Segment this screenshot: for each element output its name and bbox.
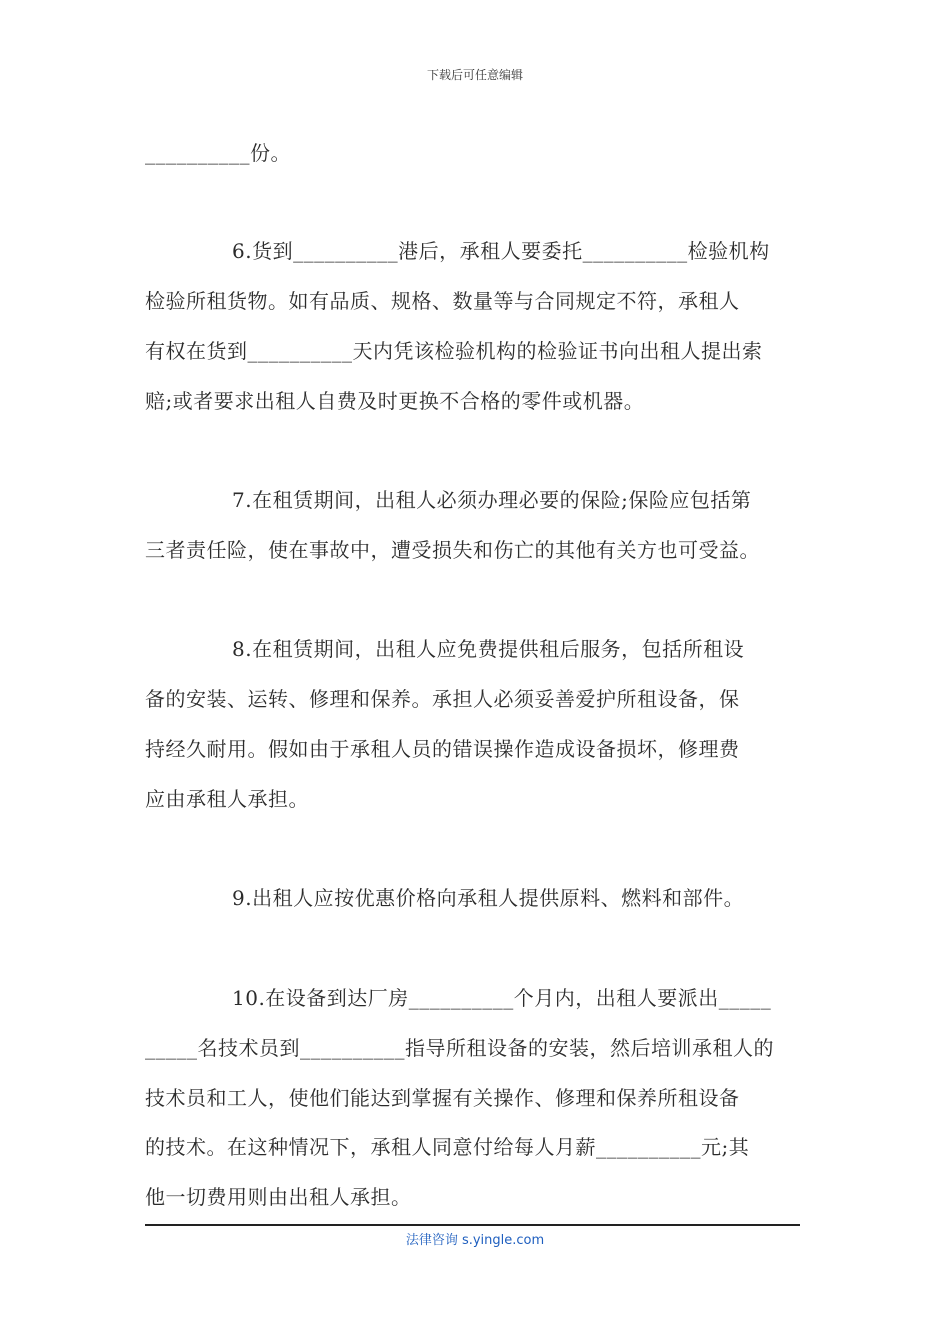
paragraph-9-line-1: 9.出租人应按优惠价格向承租人提供原料、燃料和部件。	[232, 886, 745, 910]
paragraph-10-line-4: 的技术。在这种情况下，承租人同意付给每人月薪__________元;其	[145, 1135, 750, 1159]
paragraph-6-line-3: 有权在货到__________天内凭该检验机构的检验证书向出租人提出索	[145, 339, 763, 363]
paragraph-5-tail-line-1: __________份。	[145, 141, 291, 165]
footer-divider	[145, 1224, 800, 1226]
paragraph-10-line-2: _____名技术员到__________指导所租设备的安装，然后培训承租人的	[145, 1036, 774, 1060]
paragraph-8-line-2: 备的安装、运转、修理和保养。承担人必须妥善爱护所租设备，保	[145, 687, 740, 711]
paragraph-10-line-5: 他一切费用则由出租人承担。	[145, 1185, 412, 1209]
paragraph-10-line-1: 10.在设备到达厂房__________个月内，出租人要派出_____	[232, 986, 772, 1010]
paragraph-6-line-1: 6.货到__________港后，承租人要委托__________检验机构	[232, 239, 770, 263]
paragraph-8-line-4: 应由承租人承担。	[145, 787, 309, 811]
footer-link[interactable]: 法律咨询 s.yingle.com	[405, 1233, 545, 1248]
paragraph-6-line-4: 赔;或者要求出租人自费及时更换不合格的零件或机器。	[145, 389, 645, 413]
paragraph-10-line-3: 技术员和工人，使他们能达到掌握有关操作、修理和保养所租设备	[145, 1086, 740, 1110]
paragraph-8-line-1: 8.在租赁期间，出租人应免费提供租后服务，包括所租设	[232, 637, 745, 661]
paragraph-8-line-3: 持经久耐用。假如由于承租人员的错误操作造成设备损坏，修理费	[145, 737, 740, 761]
paragraph-7-line-2: 三者责任险，使在事故中，遭受损失和伤亡的其他有关方也可受益。	[145, 538, 760, 562]
paragraph-7-line-1: 7.在租赁期间，出租人必须办理必要的保险;保险应包括第	[232, 488, 752, 512]
page-header: 下载后可任意编辑	[426, 68, 523, 82]
paragraph-6-line-2: 检验所租货物。如有品质、规格、数量等与合同规定不符，承租人	[145, 289, 740, 313]
